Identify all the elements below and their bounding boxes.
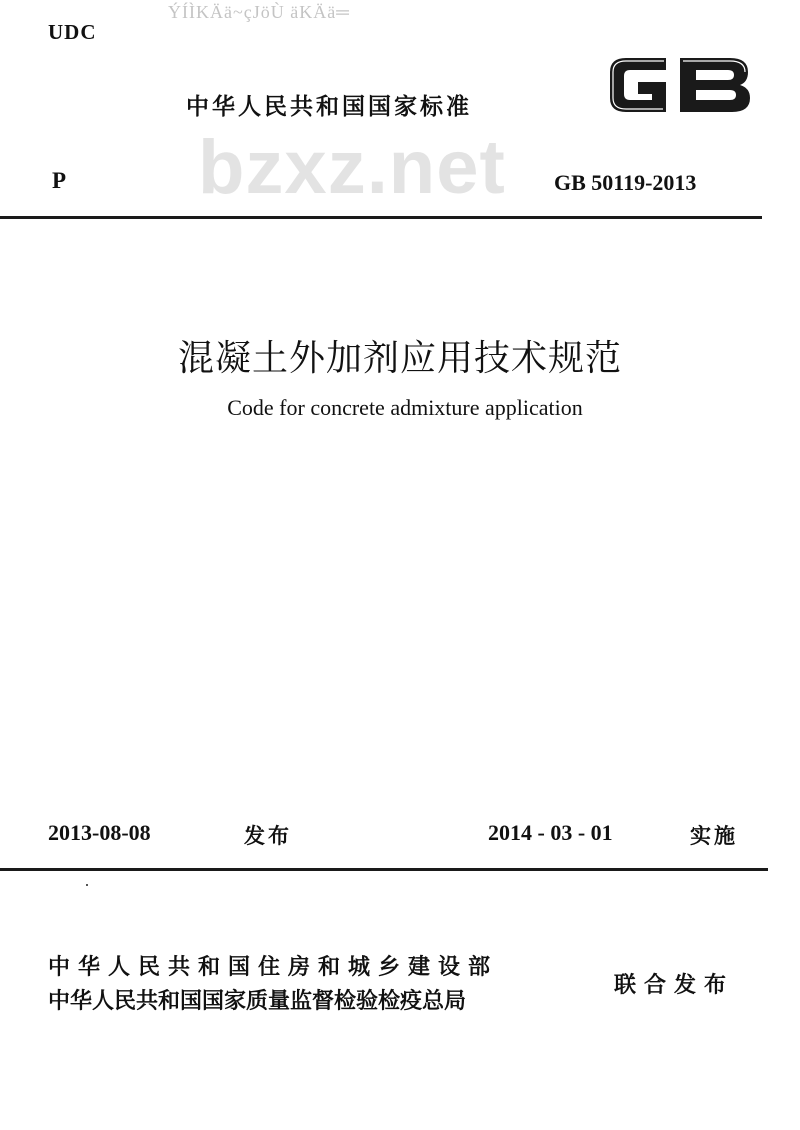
issuer-quality-supervision: 中华人民共和国国家质量监督检验检疫总局 <box>48 989 467 1014</box>
document-title-english: Code for concrete admixture application <box>227 395 583 420</box>
implementation-label: 实施 <box>690 824 738 848</box>
joint-issue-label: 联合发布 <box>614 973 735 998</box>
bottom-divider <box>0 868 768 871</box>
category-letter: P <box>52 168 67 193</box>
national-standard-heading: 中华人民共和国国家标准 <box>186 94 472 120</box>
issue-date: 2013-08-08 <box>48 820 151 845</box>
garbled-header-text: ÝÍÌKÄä~çJöÙ äKÄä═ <box>168 2 350 22</box>
watermark: bzxz.net <box>198 125 506 210</box>
gb-logo <box>604 50 754 120</box>
document-title-chinese: 混凝土外加剂应用技术规范 <box>177 338 622 379</box>
issuer-ministry-housing: 中华人民共和国住房和城乡建设部 <box>48 955 499 980</box>
top-divider <box>0 216 762 219</box>
issue-label: 发布 <box>244 824 292 848</box>
standard-number: GB 50119-2013 <box>554 170 697 195</box>
implementation-date: 2014 - 03 - 01 <box>488 820 613 845</box>
scan-speck <box>86 884 88 886</box>
udc-label: UDC <box>48 20 97 44</box>
